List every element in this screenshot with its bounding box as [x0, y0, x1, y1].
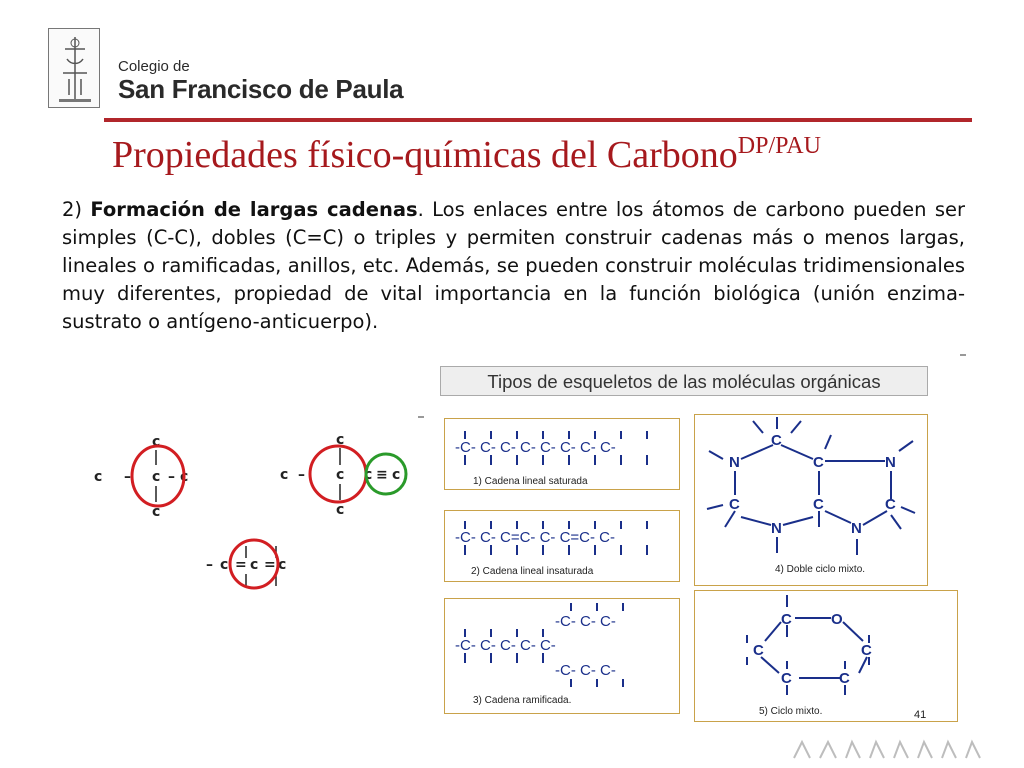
bond-atom: c — [220, 557, 229, 573]
ring-atom-c: C — [753, 642, 764, 659]
school-crest-logo — [48, 28, 100, 108]
bond-atom: – — [298, 467, 305, 483]
footer-decoration — [790, 736, 990, 768]
chain-main: -C- C- C- C- C- — [455, 637, 556, 654]
slide-title-superscript: DP/PAU — [737, 133, 821, 159]
panel-caption: 2) Cadena lineal insaturada — [471, 566, 594, 577]
bond-atom: c — [180, 469, 189, 485]
para-body: . Los enlaces entre los átomos de carbono pueden ser simples (C-C), dobles (C=C) o triples y permiten construir cadenas más o menos largas, lineales o ramificadas, anillos, etc. Además, se pueden construir moléculas tridimensionales muy diferentes, propiedad de vital importancia en la función biológica (unión enzima-sustrato o antígeno-anticuerpo). — [62, 198, 965, 333]
ring-atom-c: C — [729, 496, 740, 513]
bond-atom: c — [152, 434, 161, 450]
slide-title-text: Propiedades físico-químicas del Carbono — [112, 134, 738, 176]
crest-icon — [49, 29, 101, 109]
para-number: 2) — [62, 198, 91, 221]
panel-branched — [444, 598, 680, 714]
ring-atom-c: C — [781, 670, 792, 687]
chain-branch-bottom: -C- C- C- — [555, 662, 616, 679]
bond-atom: ≡ — [376, 467, 388, 483]
ring-atom-c: C — [885, 496, 896, 513]
panel-double-ring — [694, 414, 928, 586]
skeletons-header: Tipos de esqueletos de las moléculas orgánicas — [440, 366, 928, 396]
panel-caption: 4) Doble ciclo mixto. — [775, 564, 866, 575]
carbon-bonds-figure — [80, 410, 430, 610]
school-name-line2: San Francisco de Paula — [118, 74, 404, 104]
bond-atom: = — [264, 557, 276, 573]
header-divider — [104, 118, 972, 122]
bond-atom: = — [235, 557, 247, 573]
bond-atom: c — [250, 557, 259, 573]
bond-atom: – — [206, 557, 213, 573]
ring-atom-o: O — [831, 611, 843, 628]
ring-atom-c: C — [839, 670, 850, 687]
ring-atom-c: C — [781, 611, 792, 628]
bond-atom: c — [336, 502, 345, 518]
bond-atom: c — [278, 557, 287, 573]
ring-atom-n: N — [851, 520, 862, 537]
panel-caption: 1) Cadena lineal saturada — [473, 476, 588, 487]
bond-atom: c — [364, 467, 373, 483]
bond-atom: – — [168, 469, 175, 485]
ring-atom-n: N — [885, 454, 896, 471]
ring-atom-n: N — [771, 520, 782, 537]
school-name-line1: Colegio de — [118, 58, 190, 75]
page-number: 41 — [914, 709, 927, 721]
footer-figures-icon — [790, 736, 990, 764]
bond-atom: c — [94, 469, 103, 485]
panel-caption: 5) Ciclo mixto. — [759, 706, 823, 717]
ring-atom-c: C — [861, 642, 872, 659]
panel-linear-saturated — [444, 418, 680, 490]
panel-linear-unsaturated — [444, 510, 680, 582]
bond-atom: c — [336, 467, 345, 483]
edge-mark — [418, 416, 424, 418]
ring-atom-c: C — [771, 432, 782, 449]
chain-branch-top: -C- C- C- — [555, 613, 616, 630]
body-paragraph — [62, 196, 965, 336]
bond-atom: c — [152, 504, 161, 520]
bond-atom: c — [280, 467, 289, 483]
bond-atom: c — [392, 467, 401, 483]
panel-caption: 3) Cadena ramificada. — [473, 695, 572, 706]
edge-mark — [960, 354, 966, 356]
ring-atom-c: C — [813, 496, 824, 513]
chain-formula: -C- C- C- C- C- C- C- C- — [455, 439, 616, 456]
chain-formula: -C- C- C=C- C- C=C- C- — [455, 529, 615, 546]
slide-title — [112, 133, 821, 177]
ring-atom-c: C — [813, 454, 824, 471]
para-bold-heading: Formación de largas cadenas — [90, 198, 418, 221]
bond-atom: c — [336, 432, 345, 448]
panel-mixed-ring — [694, 590, 958, 722]
bond-atom: – — [124, 469, 131, 485]
bond-atom: c — [152, 469, 161, 485]
ring-atom-n: N — [729, 454, 740, 471]
